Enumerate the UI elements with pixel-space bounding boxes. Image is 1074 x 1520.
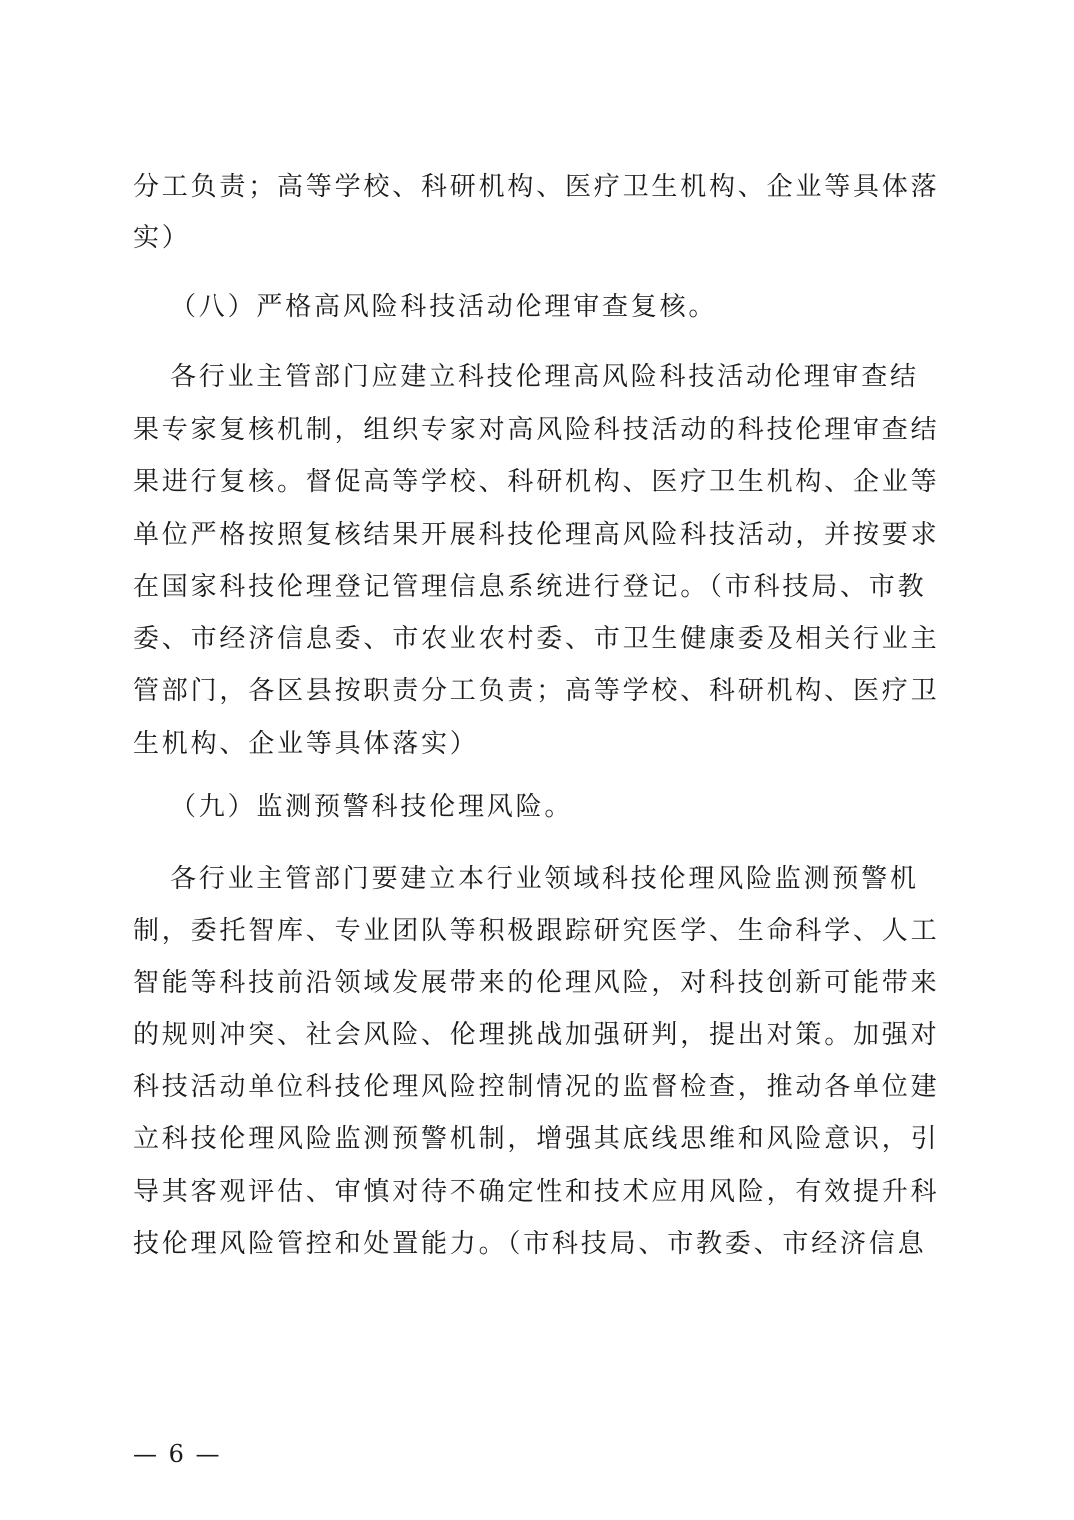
paragraph-line: 管部门，各区县按职责分工负责；高等学校、科研机构、医疗卫 — [133, 676, 940, 706]
paragraph-line: 在国家科技伦理登记管理信息系统进行登记。（市科技局、市教 — [133, 572, 927, 602]
paragraph-line: 单位严格按照复核结果开展科技伦理高风险科技活动，并按要求 — [133, 520, 940, 550]
paragraph-line: 各行业主管部门应建立科技伦理高风险科技活动伦理审查结 — [170, 362, 919, 392]
paragraph-line: 实） — [133, 223, 191, 253]
paragraph-line: 导其客观评估、审慎对待不确定性和技术应用风险，有效提升科 — [133, 1177, 940, 1207]
paragraph-line: 科技活动单位科技伦理风险控制情况的监督检查，推动各单位建 — [133, 1072, 940, 1102]
paragraph-line: 的规则冲突、社会风险、伦理挑战加强研判，提出对策。加强对 — [133, 1020, 940, 1050]
paragraph-line: 果专家复核机制，组织专家对高风险科技活动的科技伦理审查结 — [133, 415, 940, 445]
section-heading: （九）监测预警科技伦理风险。 — [170, 792, 574, 822]
paragraph-line: 分工负责；高等学校、科研机构、医疗卫生机构、企业等具体落 — [133, 172, 940, 202]
paragraph-line: 生机构、企业等具体落实） — [133, 729, 479, 759]
paragraph-line: 果进行复核。督促高等学校、科研机构、医疗卫生机构、企业等 — [133, 467, 940, 497]
paragraph-line: 立科技伦理风险监测预警机制，增强其底线思维和风险意识，引 — [133, 1124, 940, 1154]
paragraph-line: 各行业主管部门要建立本行业领域科技伦理风险监测预警机 — [170, 864, 919, 894]
paragraph-line: 委、市经济信息委、市农业农村委、市卫生健康委及相关行业主 — [133, 624, 940, 654]
paragraph-line: 技伦理风险管控和处置能力。（市科技局、市教委、市经济信息 — [133, 1229, 927, 1259]
paragraph-line: 制，委托智库、专业团队等积极跟踪研究医学、生命科学、人工 — [133, 916, 940, 946]
paragraph-line: 智能等科技前沿领域发展带来的伦理风险，对科技创新可能带来 — [133, 968, 940, 998]
page-number: — 6 — — [133, 1440, 222, 1468]
section-heading: （八）严格高风险科技活动伦理审查复核。 — [170, 292, 718, 322]
